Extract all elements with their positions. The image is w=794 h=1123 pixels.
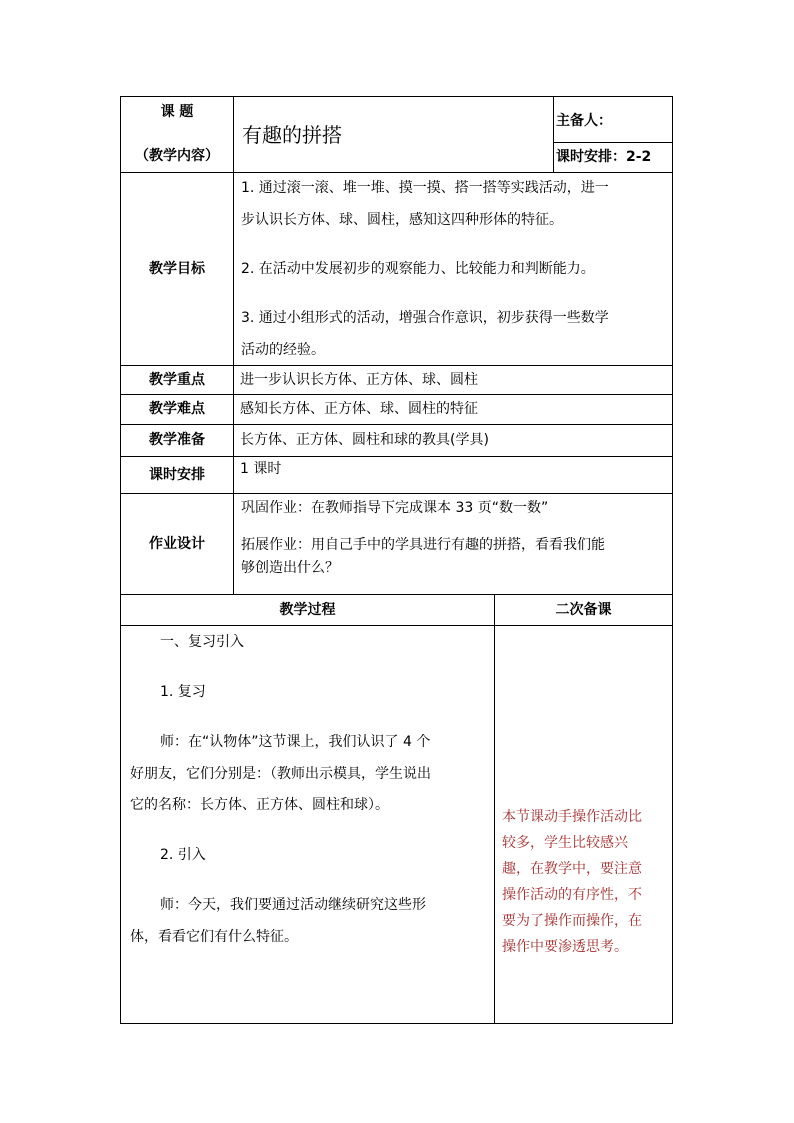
para-1-line-1: 师：在“认物体”这节课上，我们认识了 4 个 xyxy=(160,734,431,750)
note-line-1: 本节课动手操作活动比 xyxy=(502,809,642,825)
note-line-4: 操作活动的有序性，不 xyxy=(502,887,642,903)
hours-label: 课时安排 xyxy=(149,467,205,483)
header-right-split xyxy=(553,142,673,143)
difficulties-value: 感知长方体、正方体、球、圆柱的特征 xyxy=(240,401,478,417)
homework-line-3: 够创造出什么？ xyxy=(241,560,339,576)
goal-1-line-2: 步认识长方体、球、圆柱，感知这四种形体的特征。 xyxy=(241,212,563,228)
homework-line-2: 拓展作业：用自己手中的学具进行有趣的拼搭，看看我们能 xyxy=(241,537,605,553)
schedule-label: 课时安排：2-2 xyxy=(556,149,652,165)
topic-sub-label: （教学内容） xyxy=(135,148,219,164)
border-top xyxy=(120,96,673,97)
goal-3-line-1: 3. 通过小组形式的活动，增强合作意识，初步获得一些数学 xyxy=(241,310,609,326)
row-line-6 xyxy=(120,493,673,494)
goals-label: 教学目标 xyxy=(149,261,205,277)
note-line-5: 要为了操作而操作，在 xyxy=(502,913,642,929)
step-1-heading: 1. 复习 xyxy=(160,684,206,700)
label-column-divider xyxy=(233,96,234,594)
page-title: 有趣的拼搭 xyxy=(242,123,342,147)
preparation-value: 长方体、正方体、圆柱和球的教具(学具) xyxy=(240,432,489,448)
difficulties-label: 教学难点 xyxy=(149,401,205,417)
border-right xyxy=(672,96,673,1024)
step-2-heading: 2. 引入 xyxy=(160,847,206,863)
row-line-4 xyxy=(120,424,673,425)
para-1-line-2: 好朋友，它们分别是：（教师出示模具，学生说出 xyxy=(130,766,431,782)
key-points-label: 教学重点 xyxy=(149,372,205,388)
row-line-7 xyxy=(120,594,673,595)
note-line-6: 操作中要渗透思考。 xyxy=(502,939,628,955)
process-header-left: 教学过程 xyxy=(279,602,336,618)
topic-label: 课 题 xyxy=(160,104,194,120)
preparer-label: 主备人： xyxy=(556,113,612,129)
row-line-2 xyxy=(120,365,673,366)
row-line-3 xyxy=(120,394,673,395)
note-line-2: 较多，学生比较感兴 xyxy=(502,835,628,851)
row-line-5 xyxy=(120,456,673,457)
key-points-value: 进一步认识长方体、正方体、球、圆柱 xyxy=(240,372,478,388)
section-title: 一、复习引入 xyxy=(160,634,244,650)
hours-value: 1 课时 xyxy=(240,461,282,477)
goal-3-line-2: 活动的经验。 xyxy=(241,342,325,358)
goal-1-line-1: 1. 通过滚一滚、堆一堆、摸一摸、搭一搭等实践活动，进一 xyxy=(241,180,609,196)
goal-2: 2. 在活动中发展初步的观察能力、比较能力和判断能力。 xyxy=(241,261,595,277)
header-right-divider xyxy=(553,96,554,172)
process-column-divider xyxy=(494,594,495,1024)
process-header-right: 二次备课 xyxy=(555,602,612,618)
note-line-3: 趣，在教学中，要注意 xyxy=(502,861,642,877)
homework-label: 作业设计 xyxy=(149,536,205,552)
homework-line-1: 巩固作业：在教师指导下完成课本 33 页“数一数” xyxy=(241,500,549,516)
preparation-label: 教学准备 xyxy=(149,432,205,448)
border-left xyxy=(120,96,121,1024)
para-2-line-2: 体，看看它们有什么特征。 xyxy=(130,929,298,945)
row-line-8 xyxy=(120,625,673,626)
row-line-1 xyxy=(120,172,673,173)
para-1-line-3: 它的名称：长方体、正方体、圆柱和球）。 xyxy=(130,797,389,813)
para-2-line-1: 师：今天，我们要通过活动继续研究这些形 xyxy=(160,897,426,913)
border-bottom xyxy=(120,1023,673,1024)
